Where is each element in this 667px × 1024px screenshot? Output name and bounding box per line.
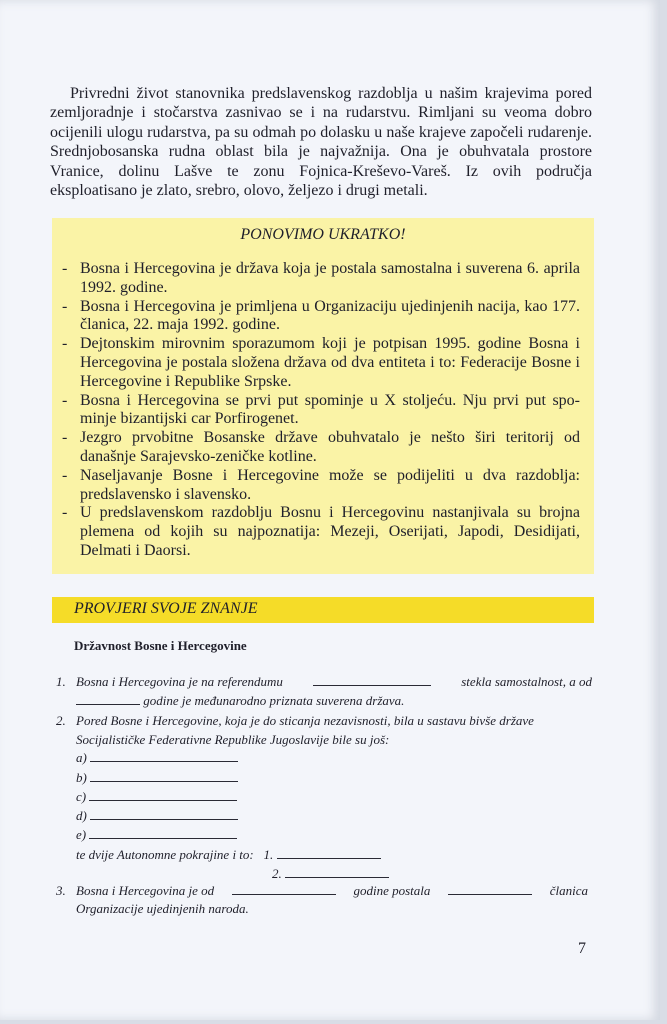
q2-option-a xyxy=(76,748,238,768)
q1-text-part2: stekla samostalnost, a od xyxy=(461,674,592,689)
q2-option-label: c) xyxy=(76,789,87,804)
quiz-subheading: Državnost Bosne i Hercegovine xyxy=(74,638,247,653)
q2-option-d xyxy=(76,806,238,826)
q2-number: 2. xyxy=(56,713,66,728)
q2-option-label: b) xyxy=(76,770,87,785)
q3-text-part1: Bosna i Hercegovina je od xyxy=(76,883,215,898)
q2-option-b xyxy=(76,768,238,788)
intro-paragraph: Privredni život stanovnika predslavenskog razdoblja u našim krajevima pored zemljoradnje i stočarstva zasnivao se i na rudarstvu. Rimljani su veoma dobro ocijenili ulogu rudarstva, pa su odmah po dolasku u naše krajeve započeli rudarenje. Srednjobosanska rudna oblast bila je najvažnija. Ona je obuhvatala prostore Vranice, dolinu Lašve te zonu Fojnica-Kreševo-Vareš. Iz ovih područja eksploatisano je zlato, srebro, olovo, željezo i drugi metali. xyxy=(50,85,592,200)
q2-option-label: a) xyxy=(76,750,87,765)
q2-province-number: 1. xyxy=(263,847,274,862)
q2-option-a-blank[interactable] xyxy=(90,749,238,762)
q3-line1 xyxy=(76,881,588,901)
q1-line1 xyxy=(76,672,592,692)
q2-province-1-blank[interactable] xyxy=(277,846,381,859)
q3-year-blank[interactable] xyxy=(232,882,336,895)
summary-box xyxy=(52,218,594,574)
q2-provinces-label: te dvije Autonomne pokrajine i to: xyxy=(76,847,254,862)
page-number: 7 xyxy=(578,940,586,957)
q2-text-line2: Socijalističke Federativne Republike Jugoslavije bile su još: xyxy=(76,732,390,747)
q2-option-c-blank[interactable] xyxy=(89,788,237,801)
q2-option-e xyxy=(76,825,237,845)
q2-province-2-blank[interactable] xyxy=(285,865,389,878)
summary-title: PONOVIMO UKRATKO! xyxy=(240,226,406,243)
quiz-band-title: PROVJERI SVOJE ZNANJE xyxy=(74,600,258,617)
q3-text-part3: članica xyxy=(549,883,588,898)
summary-item: - Bosna i Hercegovina je država koja je postala samostalna i suverena 6. aprila 1992. godine. xyxy=(62,260,580,298)
q3-number: 3. xyxy=(56,883,66,898)
q1-text-part3: godine je međunarodno priznata suverena država. xyxy=(143,693,405,708)
q2-option-label: d) xyxy=(76,808,87,823)
q1-text-part1: Bosna i Hercegovina je na referendumu xyxy=(76,674,283,689)
q2-text-line1: Pored Bosne i Hercegovine, koja je do sticanja nezavisnosti, bila u sastavu bivše države xyxy=(76,713,534,728)
q1-number: 1. xyxy=(56,674,66,689)
q2-option-b-blank[interactable] xyxy=(90,769,238,782)
q2-option-d-blank[interactable] xyxy=(90,807,238,820)
q2-province-number: 2. xyxy=(272,866,282,881)
q1-line2 xyxy=(76,691,404,711)
summary-item: - Dejtonskim mirovnim sporazumom koji je potpisan 1995. godine Bosna i Hercegovina je postala složena država od dva entiteta i to: Federacije Bosne i Hercegovine i Republike Srpske. xyxy=(62,335,580,391)
summary-item: - Jezgro prvobitne Bosanske države obuhvatalo je nešto širi teritorij od današnje Sarajevsko-zeničke kotline. xyxy=(62,429,580,467)
q2-option-label: e) xyxy=(76,827,87,842)
q1-year-blank[interactable] xyxy=(76,692,140,705)
q2-option-c xyxy=(76,787,237,807)
q2-provinces-line1 xyxy=(76,845,381,865)
summary-item: - Naseljavanje Bosne i Hercegovine može se podijeliti u dva razdoblja: predslavensko i slavensko. xyxy=(62,467,580,505)
quiz-band xyxy=(52,597,594,623)
summary-item: - U predslavenskom razdoblju Bosnu i Hercegovinu nastanjivala su brojna plemena od kojih su najpoznatija: Mezeji, Oserijati, Japodi, Desidijati, Delmati i Daorsi. xyxy=(62,504,580,560)
summary-list xyxy=(62,260,580,561)
q3-text-part2: godine postala xyxy=(353,883,431,898)
q1-referendum-blank[interactable] xyxy=(313,673,431,686)
summary-item: - Bosna i Hercegovina je primljena u Organizaciju ujedinjenih nacija, kao 177. članica, 22. maja 1992. godine. xyxy=(62,298,580,336)
q2-option-e-blank[interactable] xyxy=(89,826,237,839)
q3-line2: Organizacije ujedinjenih naroda. xyxy=(76,901,249,916)
summary-item: - Bosna i Hercegovina se prvi put spominje u X stoljeću. Nju prvi put spo-minje bizantijski car Porfirogenet. xyxy=(62,392,580,430)
q3-member-blank[interactable] xyxy=(448,882,532,895)
